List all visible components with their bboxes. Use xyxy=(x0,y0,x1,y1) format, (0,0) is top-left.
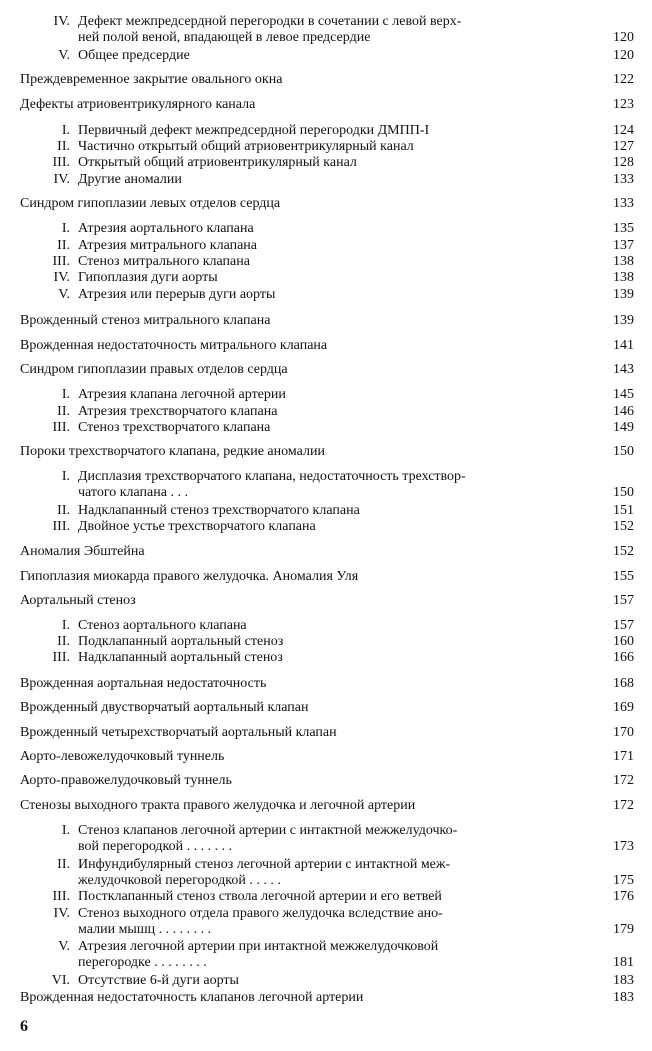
toc-subentry xyxy=(0,939,652,971)
page-ref: 141 xyxy=(613,338,634,353)
roman-numeral: IV. xyxy=(53,270,70,285)
entry-title-line: Первичный дефект межпредсердной перегородки ДМПП-I xyxy=(78,123,430,138)
roman-numeral: III. xyxy=(52,420,70,435)
roman-numeral: I. xyxy=(61,469,70,484)
toc-subentry xyxy=(0,889,652,905)
toc-subentry xyxy=(0,906,652,938)
roman-numeral: V. xyxy=(58,939,70,954)
entry-title-line: перегородке . . . . . . . . xyxy=(78,955,207,970)
toc-subentry xyxy=(0,287,652,303)
roman-numeral: II. xyxy=(57,634,70,649)
entry-title-line: Аорто-левожелудочковый туннель xyxy=(20,749,225,764)
page-ref: 139 xyxy=(613,287,634,302)
toc-subentry xyxy=(0,221,652,237)
page-ref: 146 xyxy=(613,404,634,419)
roman-numeral: II. xyxy=(57,503,70,518)
entry-title-line: Частично открытый общий атриовентрикулярный канал xyxy=(78,139,414,154)
roman-numeral: IV. xyxy=(53,172,70,187)
entry-title-line: Аорто-правожелудочковый туннель xyxy=(20,773,232,788)
page-ref: 179 xyxy=(613,922,634,937)
entry-title-line: Стеноз трехстворчатого клапана xyxy=(78,420,271,435)
roman-numeral: II. xyxy=(57,238,70,253)
page-ref: 151 xyxy=(613,503,634,518)
entry-title-line: Общее предсердие xyxy=(78,48,190,63)
entry-title-line: Дефекты атриовентрикулярного канала xyxy=(20,97,256,112)
entry-title-line: Отсутствие 6-й дуги аорты xyxy=(78,973,239,988)
page-ref: 152 xyxy=(613,544,634,559)
toc-subentry xyxy=(0,123,652,139)
entry-title-line: Врожденная недостаточность клапанов легочной артерии xyxy=(20,990,364,1005)
entry-title-line: Открытый общий атриовентрикулярный канал xyxy=(78,155,357,170)
toc-subentry xyxy=(0,48,652,64)
page-ref: 138 xyxy=(613,254,634,269)
page-ref: 133 xyxy=(613,196,634,211)
toc-entry xyxy=(0,196,652,212)
entry-title-line: Врожденный стеноз митрального клапана xyxy=(20,313,271,328)
entry-title-line: Атрезия клапана легочной артерии xyxy=(78,387,286,402)
page-ref: 145 xyxy=(613,387,634,402)
roman-numeral: I. xyxy=(61,823,70,838)
toc-subentry xyxy=(0,857,652,889)
roman-numeral: V. xyxy=(58,287,70,302)
page-ref: 173 xyxy=(613,839,634,854)
entry-title-line: Атрезия трехстворчатого клапана xyxy=(78,404,278,419)
entry-title-line: Врожденный четырехстворчатый аортальный клапан xyxy=(20,725,337,740)
page-ref: 169 xyxy=(613,700,634,715)
page-ref: 150 xyxy=(613,485,634,500)
toc-subentry xyxy=(0,469,652,501)
toc-subentry xyxy=(0,139,652,155)
toc-subentry xyxy=(0,155,652,171)
toc-entry xyxy=(0,569,652,585)
roman-numeral: III. xyxy=(52,155,70,170)
entry-title-line: Атрезия легочной артерии при интактной межжелудочковой xyxy=(78,939,439,954)
page-ref: 124 xyxy=(613,123,634,138)
page-ref: 157 xyxy=(613,618,634,633)
entry-title-line: Гипоплазия миокарда правого желудочка. Аномалия Уля xyxy=(20,569,359,584)
toc-entry xyxy=(0,72,652,88)
page-ref: 150 xyxy=(613,444,634,459)
toc-entry xyxy=(0,700,652,716)
entry-title-line: Стеноз выходного отдела правого желудочка вследствие ано- xyxy=(78,906,443,921)
page-ref: 183 xyxy=(613,973,634,988)
toc-subentry xyxy=(0,634,652,650)
page-ref: 123 xyxy=(613,97,634,112)
entry-title-line: Стеноз аортального клапана xyxy=(78,618,247,633)
toc-subentry xyxy=(0,14,652,46)
toc-subentry xyxy=(0,650,652,666)
entry-title-line: Преждевременное закрытие овального окна xyxy=(20,72,283,87)
roman-numeral: VI. xyxy=(51,973,70,988)
page-ref: 181 xyxy=(613,955,634,970)
entry-title-line: малии мышц . . . . . . . . xyxy=(78,922,212,937)
roman-numeral: I. xyxy=(61,123,70,138)
page-ref: 127 xyxy=(613,139,634,154)
page-number: 6 xyxy=(20,1018,28,1035)
entry-title-line: желудочковой перегородкой . . . . . xyxy=(78,873,281,888)
entry-title-line: Аномалия Эбштейна xyxy=(20,544,145,559)
entry-title-line: Постклапанный стеноз ствола легочной артерии и его ветвей xyxy=(78,889,442,904)
entry-title-line: Стеноз клапанов легочной артерии с интактной межжелудочко- xyxy=(78,823,458,838)
entry-title-line: ней полой веной, впадающей в левое предсердие xyxy=(78,30,371,45)
toc-entry xyxy=(0,362,652,378)
entry-title-line: Двойное устье трехстворчатого клапана xyxy=(78,519,316,534)
page-ref: 135 xyxy=(613,221,634,236)
toc-entry xyxy=(0,725,652,741)
entry-title-line: вой перегородкой . . . . . . . xyxy=(78,839,233,854)
page-ref: 138 xyxy=(613,270,634,285)
roman-numeral: III. xyxy=(52,889,70,904)
toc-subentry xyxy=(0,420,652,436)
entry-title-line: Врожденная аортальная недостаточность xyxy=(20,676,267,691)
entry-title-line: Атрезия или перерыв дуги аорты xyxy=(78,287,276,302)
page-ref: 175 xyxy=(613,873,634,888)
page-ref: 155 xyxy=(613,569,634,584)
roman-numeral: II. xyxy=(57,404,70,419)
toc-subentry xyxy=(0,270,652,286)
page-ref: 183 xyxy=(613,990,634,1005)
entry-title-line: Стенозы выходного тракта правого желудочка и легочной артерии xyxy=(20,798,416,813)
toc-entry xyxy=(0,593,652,609)
entry-title-line: Другие аномалии xyxy=(78,172,182,187)
page-ref: 122 xyxy=(613,72,634,87)
roman-numeral: I. xyxy=(61,618,70,633)
toc-entry xyxy=(0,749,652,765)
toc-subentry xyxy=(0,172,652,188)
toc-entry xyxy=(0,798,652,814)
toc-entry xyxy=(0,313,652,329)
toc-entry xyxy=(0,544,652,560)
toc-subentry xyxy=(0,823,652,855)
toc-subentry xyxy=(0,973,652,989)
toc-subentry xyxy=(0,404,652,420)
entry-title-line: Врожденная недостаточность митрального клапана xyxy=(20,338,328,353)
roman-numeral: II. xyxy=(57,857,70,872)
roman-numeral: III. xyxy=(52,650,70,665)
toc-entry xyxy=(0,444,652,460)
entry-title-line: Инфундибулярный стеноз легочной артерии с интактной меж- xyxy=(78,857,451,872)
entry-title-line: Врожденный двустворчатый аортальный клапан xyxy=(20,700,309,715)
toc-subentry xyxy=(0,503,652,519)
entry-title-line: Надклапанный аортальный стеноз xyxy=(78,650,283,665)
page-ref: 120 xyxy=(613,48,634,63)
entry-title-line: Подклапанный аортальный стеноз xyxy=(78,634,284,649)
entry-title-line: Дефект межпредсердной перегородки в сочетании с левой верх- xyxy=(78,14,462,29)
roman-numeral: III. xyxy=(52,519,70,534)
entry-title-line: Пороки трехстворчатого клапана, редкие аномалии xyxy=(20,444,325,459)
toc-entry xyxy=(0,773,652,789)
toc-subentry xyxy=(0,618,652,634)
toc-subentry xyxy=(0,519,652,535)
page-ref: 137 xyxy=(613,238,634,253)
toc-subentry xyxy=(0,254,652,270)
page-ref: 160 xyxy=(613,634,634,649)
page-ref: 170 xyxy=(613,725,634,740)
entry-title-line: чатого клапана . . . xyxy=(78,485,188,500)
roman-numeral: II. xyxy=(57,139,70,154)
entry-title-line: Дисплазия трехстворчатого клапана, недостаточность трехствор- xyxy=(78,469,466,484)
toc-entry xyxy=(0,990,652,1006)
page-ref: 128 xyxy=(613,155,634,170)
page-ref: 176 xyxy=(613,889,634,904)
page-ref: 171 xyxy=(613,749,634,764)
roman-numeral: I. xyxy=(61,387,70,402)
page-ref: 149 xyxy=(613,420,634,435)
page-ref: 152 xyxy=(613,519,634,534)
roman-numeral: IV. xyxy=(53,14,70,29)
toc-subentry xyxy=(0,387,652,403)
page-ref: 172 xyxy=(613,773,634,788)
entry-title-line: Гипоплазия дуги аорты xyxy=(78,270,218,285)
page-ref: 157 xyxy=(613,593,634,608)
page-ref: 143 xyxy=(613,362,634,377)
page-ref: 166 xyxy=(613,650,634,665)
roman-numeral: IV. xyxy=(53,906,70,921)
entry-title-line: Синдром гипоплазии правых отделов сердца xyxy=(20,362,288,377)
toc-entry xyxy=(0,676,652,692)
page-ref: 139 xyxy=(613,313,634,328)
page-ref: 172 xyxy=(613,798,634,813)
toc-subentry xyxy=(0,238,652,254)
roman-numeral: III. xyxy=(52,254,70,269)
page-ref: 133 xyxy=(613,172,634,187)
entry-title-line: Надклапанный стеноз трехстворчатого клапана xyxy=(78,503,360,518)
toc-entry xyxy=(0,338,652,354)
entry-title-line: Атрезия аортального клапана xyxy=(78,221,254,236)
entry-title-line: Стеноз митрального клапана xyxy=(78,254,250,269)
roman-numeral: I. xyxy=(61,221,70,236)
roman-numeral: V. xyxy=(58,48,70,63)
page-ref: 168 xyxy=(613,676,634,691)
page-ref: 120 xyxy=(613,30,634,45)
entry-title-line: Синдром гипоплазии левых отделов сердца xyxy=(20,196,281,211)
toc-entry xyxy=(0,97,652,113)
entry-title-line: Атрезия митрального клапана xyxy=(78,238,258,253)
entry-title-line: Аортальный стеноз xyxy=(20,593,136,608)
